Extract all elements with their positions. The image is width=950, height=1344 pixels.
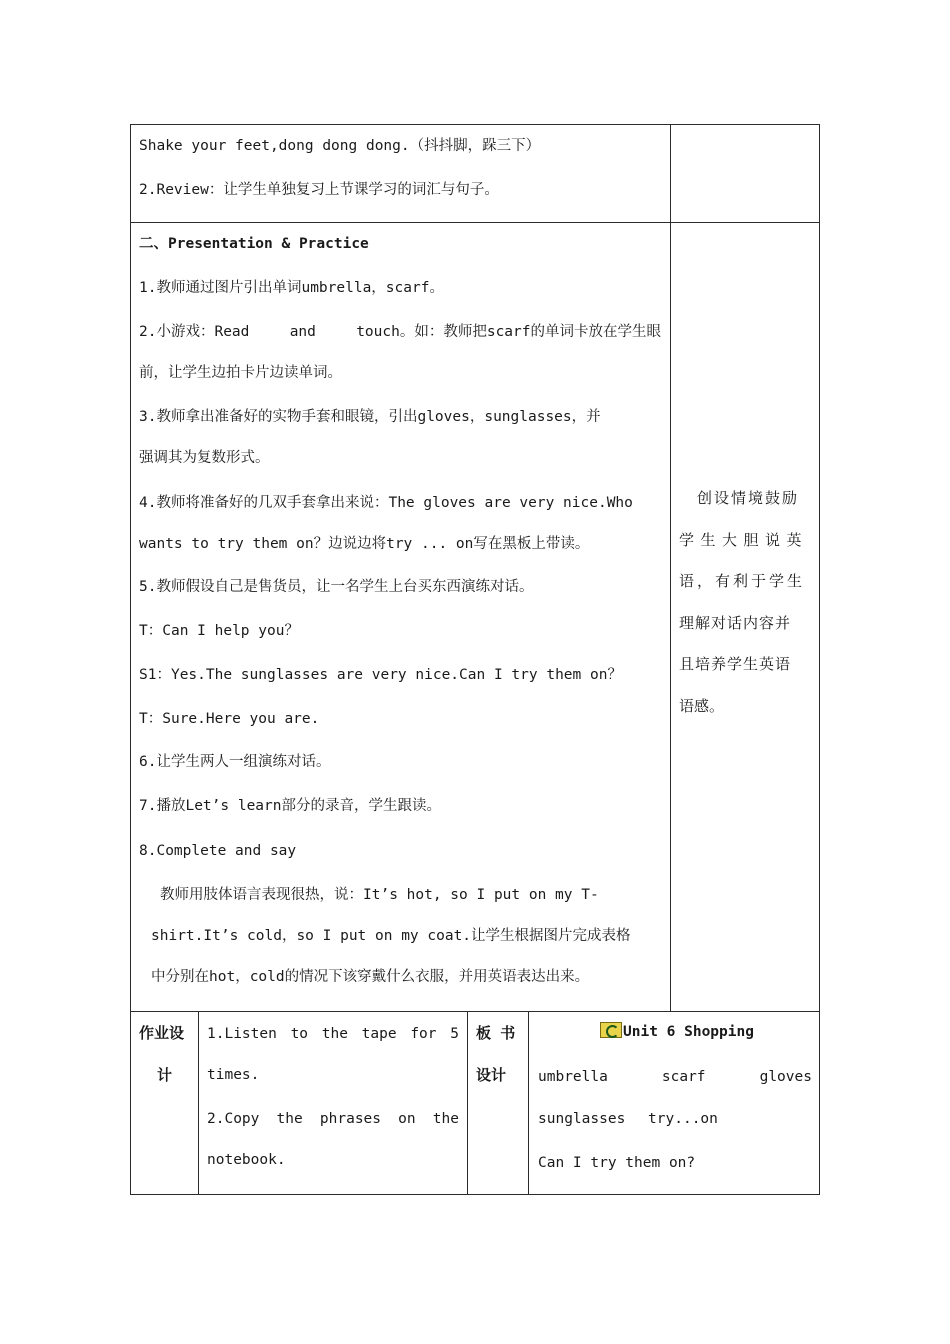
review-line: 2.Review：让学生单独复习上节课学习的词汇与句子。 (139, 182, 499, 198)
design-intent-note (679, 478, 811, 727)
step-3-line-2: 强调其为复数形式。 (139, 450, 270, 466)
step-1: 1.教师通过图片引出单词umbrella，scarf。 (139, 280, 444, 296)
board-label-line-2: 设计 (476, 1066, 507, 1084)
table-right-border (819, 124, 820, 1195)
board-sentence: Can I try them on? (538, 1155, 696, 1171)
board-title-text: Unit 6 Shopping (623, 1024, 754, 1040)
note-line-6: 语感。 (679, 696, 725, 715)
note-line-1: 创设情境鼓励 (697, 489, 800, 507)
step-4-line-2: wants to try them on？边说边将try ... on写在黑板上带读。 (139, 536, 590, 552)
board-word-scarf: scarf (661, 1069, 706, 1085)
step-2-line-1: 2.小游戏：Read and touch。如：教师把scarf的单词卡放在学生眼 (139, 324, 661, 340)
homework-item-2-line-1: 2.Copy the phrases on the (207, 1111, 459, 1127)
step-6: 6.让学生两人一组演练对话。 (139, 754, 331, 770)
board-word-sunglasses: sunglasses (538, 1111, 626, 1127)
column-divider-hw-content (467, 1011, 468, 1195)
note-line-5: 且培养学生英语 (679, 655, 792, 673)
step-8-description-line-2: shirt.It’s cold，so I put on my coat.让学生根据图片完成表格 (151, 928, 631, 944)
step-7: 7.播放Let’s learn部分的录音，学生跟读。 (139, 798, 441, 814)
homework-label-line-1: 作业设 (139, 1024, 185, 1042)
column-divider-notes (670, 124, 671, 1012)
note-line-3: 语，有利于学生 (679, 572, 806, 590)
board-word-gloves: gloves (759, 1069, 812, 1085)
step-2-line-2: 前，让学生边拍卡片边读单词。 (139, 365, 342, 381)
homework-item-1-line-1: 1.Listen to the tape for 5 (207, 1026, 459, 1042)
step-3-line-1: 3.教师拿出准备好的实物手套和眼镜，引出gloves，sunglasses，并 (139, 409, 601, 425)
step-5: 5.教师假设自己是售货员，让一名学生上台买东西演练对话。 (139, 579, 534, 595)
homework-item-1-line-2: times. (207, 1067, 260, 1083)
embedded-object-icon (600, 1022, 622, 1038)
board-word-umbrella: umbrella (538, 1069, 608, 1085)
step-4-line-1: 4.教师将准备好的几双手套拿出来说：The gloves are very nice.Who (139, 495, 633, 511)
warmup-chant-line: Shake your feet,dong dong dong.（抖抖脚，跺三下） (139, 138, 541, 154)
board-vocab-row-1 (538, 1067, 812, 1087)
dialogue-line-teacher-1: T：Can I help you？ (139, 623, 299, 639)
step-8-description-line-3: 中分别在hot，cold的情况下该穿戴什么衣服，并用英语表达出来。 (151, 969, 590, 985)
dialogue-line-teacher-2: T：Sure.Here you are. (139, 711, 320, 727)
note-line-2: 学生大胆说英 (679, 530, 809, 549)
board-label-line-1: 板 书 (476, 1024, 518, 1042)
homework-label-line-2: 计 (157, 1066, 173, 1084)
dialogue-line-student: S1：Yes.The sunglasses are very nice.Can I try them on？ (139, 667, 622, 683)
section-heading-presentation: 二、Presentation & Practice (139, 236, 369, 252)
table-top-border (130, 124, 820, 125)
table-left-border (130, 124, 131, 1195)
row-divider-1 (130, 222, 820, 223)
column-divider-board-label (528, 1011, 529, 1195)
step-8-description-line-1: 教师用肢体语言表现很热，说：It’s hot, so I put on my T- (160, 887, 599, 903)
table-bottom-border (130, 1194, 820, 1195)
step-8: 8.Complete and say (139, 843, 297, 859)
board-vocab-row-2 (538, 1109, 718, 1129)
column-divider-hw-label (198, 1011, 199, 1195)
note-line-4: 理解对话内容并 (679, 613, 792, 632)
board-phrase-try-on: try...on (648, 1111, 718, 1127)
row-divider-2 (130, 1011, 820, 1012)
homework-item-2-line-2: notebook. (207, 1152, 286, 1168)
board-title (600, 1022, 754, 1042)
